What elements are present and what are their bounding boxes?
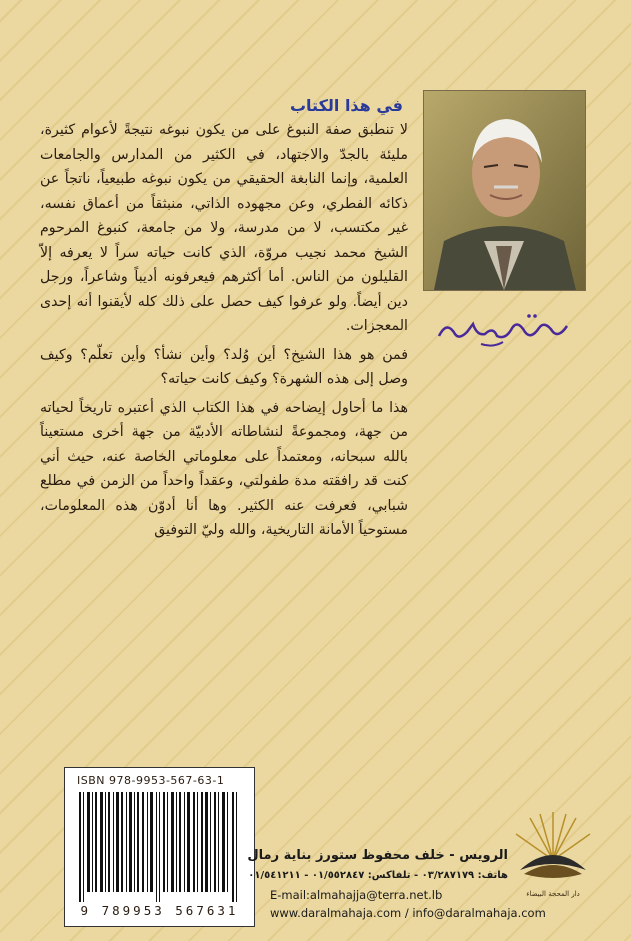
paragraph-3: هذا ما أحاول إيضاحه في هذا الكتاب الذي أعتبره تاريخاً لحياته من جهة، ومجموعةً لنشاطاته الأدبيّة من جهة أخرى مستعيناً بالله سبحانه، ومعتمداً على معلوماتي الخاصة عنه، حيث أني كنت قد رافقته مدة طفولتي، وعقداً واحداً من الزمن في مطلع شبابي، فعرفت عنه الكثير. وها أنا أدوّن هذه المعلومات، مستوحياً الأمانة التاريخية، والله وليّ التوفيق (40, 399, 408, 538)
section-title: في هذا الكتاب (289, 96, 403, 115)
barcode-digits: 9 789953 567631 (80, 903, 239, 918)
publisher-website[interactable]: www.daralmahaja.com / info@daralmahaja.com (270, 906, 546, 920)
publisher-email[interactable]: E-mail:almahajja@terra.net.lb (270, 888, 443, 902)
publisher-logo-name: دار المحجة البيضاء (526, 890, 580, 898)
blurb-text (40, 118, 408, 547)
paragraph-2: فمن هو هذا الشيخ؟ أين وُلد؟ وأين نشأ؟ وأين تعلّم؟ وكيف وصل إلى هذه الشهرة؟ وكيف كانت حياته؟ (40, 346, 408, 387)
author-signature (433, 306, 573, 350)
publisher-address: الرويس - خلف محفوظ ستورز بناية رمال (247, 848, 508, 863)
barcode (77, 792, 241, 902)
isbn-label: ISBN 978-9953-567-63-1 (77, 774, 225, 787)
author-photo (423, 90, 586, 291)
publisher-phone: هاتف: ٠٣/٢٨٧١٧٩ - تلفاكس: ٠١/٥٥٢٨٤٧ - ٠١/٥٤١٢١١ (248, 870, 508, 881)
isbn-barcode-box (64, 767, 255, 927)
paragraph-1: لا تنطبق صفة النبوغ على من يكون نبوغه نتيجةً لأعوام كثيرة، مليئة بالجدّ والاجتهاد، في الكثير من المدارس والجامعات العلمية، وإنما النابغة الحقيقي من يكون نبوغه طبيعياً، ناتجاً عن ذكائه الفطري، وعن مجهوده الذاتي، منبثقاً من أعماق نفسه، غير مكتسب، لا من مدرسة، ولا من جامعة، كنبوغ المرحوم الشيخ محمد نجيب مروّة، الذي كانت حياته سراً لا يعرفه إلاّ القليلون من الناس. أما أكثرهم فيعرفونه أديباً وشاعراً، ورجل دين أيضاً. ولو عرفوا كيف حصل على ذلك كله لأيقنوا أنه إحدى المعجزات. (40, 122, 408, 334)
